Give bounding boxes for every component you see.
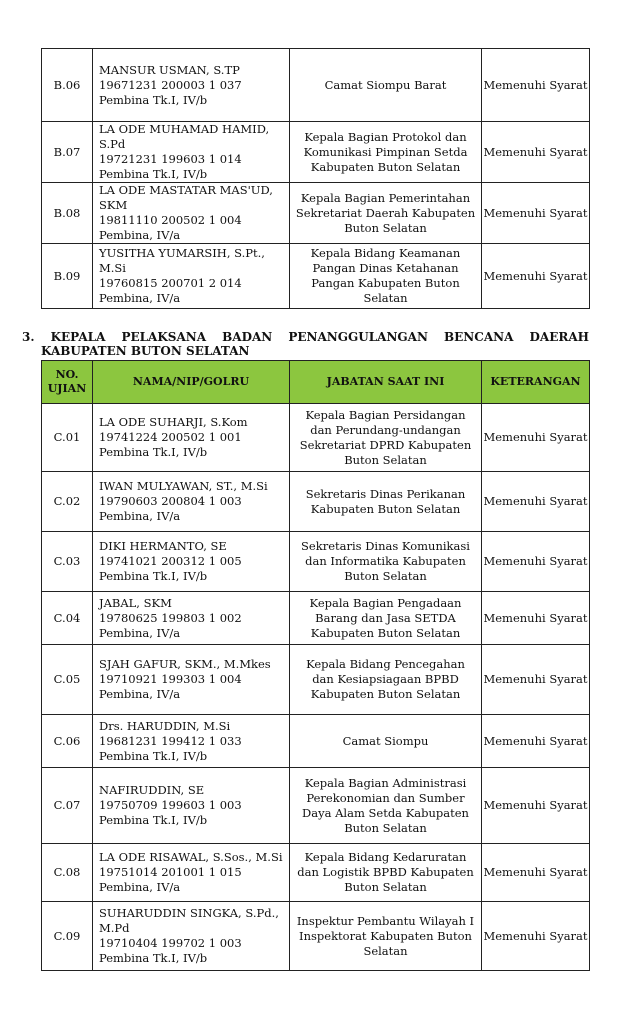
candidate-golru: Pembina Tk.I, IV/b <box>99 951 208 965</box>
table-row <box>42 404 590 472</box>
header-keterangan: KETERANGAN <box>482 361 590 404</box>
heading-word: PELAKSANA <box>121 330 207 344</box>
candidate-name: LA ODE MUHAMAD HAMID, S.Pd <box>99 122 270 151</box>
header-no-ujian: NO. UJIAN <box>42 361 93 404</box>
table-c <box>41 360 590 971</box>
heading-word: PENANGGULANGAN <box>288 330 428 344</box>
current-position: Kepala Bidang Pencegahan dan Kesiapsiagaan BPBD Kabupaten Buton Selatan <box>290 645 482 715</box>
candidate-name: LA ODE RISAWAL, S.Sos., M.Si <box>99 850 283 864</box>
candidate-golru: Pembina Tk.I, IV/b <box>99 167 208 181</box>
nama-nip-golru <box>93 532 290 592</box>
table-row <box>42 49 590 122</box>
nama-nip-golru <box>93 715 290 768</box>
candidate-name: YUSITHA YUMARSIH, S.Pt., M.Si <box>99 246 265 275</box>
candidate-name: MANSUR USMAN, S.TP <box>99 62 240 77</box>
candidate-golru: Pembina Tk.I, IV/b <box>99 569 208 583</box>
table-row <box>42 244 590 309</box>
candidate-name: IWAN MULYAWAN, ST., M.Si <box>99 479 268 493</box>
table-row <box>42 768 590 844</box>
status: Memenuhi Syarat <box>482 472 590 532</box>
candidate-golru: Pembina Tk.I, IV/b <box>99 445 208 459</box>
table-row <box>42 844 590 902</box>
table-c-body <box>42 404 590 971</box>
candidate-name: LA ODE MASTATAR MAS'UD, SKM <box>99 183 273 212</box>
table-row <box>42 645 590 715</box>
candidate-golru: Pembina, IV/a <box>99 509 181 523</box>
candidate-nip: 19681231 199412 1 033 <box>99 733 242 748</box>
candidate-nip: 19751014 201001 1 015 <box>99 865 242 879</box>
section-number: 3. <box>22 330 35 344</box>
candidate-nip: 19721231 199603 1 014 <box>99 152 242 166</box>
status: Memenuhi Syarat <box>482 768 590 844</box>
nama-nip-golru <box>93 183 290 244</box>
exam-number: C.05 <box>42 645 93 715</box>
nama-nip-golru <box>93 844 290 902</box>
candidate-nip: 19750709 199603 1 003 <box>99 798 242 812</box>
current-position: Kepala Bagian Pemerintahan Sekretariat Daerah Kabupaten Buton Selatan <box>290 183 482 244</box>
current-position: Kepala Bidang Kedaruratan dan Logistik BPBD Kabupaten Buton Selatan <box>290 844 482 902</box>
candidate-nip: 19741021 200312 1 005 <box>99 554 242 568</box>
candidate-golru: Pembina Tk.I, IV/b <box>99 92 208 107</box>
header-nama: NAMA/NIP/GOLRU <box>93 361 290 404</box>
status: Memenuhi Syarat <box>482 715 590 768</box>
status: Memenuhi Syarat <box>482 49 590 122</box>
current-position: Kepala Bagian Pengadaan Barang dan Jasa SETDA Kabupaten Buton Selatan <box>290 592 482 645</box>
candidate-name: DIKI HERMANTO, SE <box>99 539 227 553</box>
status: Memenuhi Syarat <box>482 122 590 183</box>
exam-number: B.06 <box>42 49 93 122</box>
table-b-body <box>42 49 590 309</box>
current-position: Sekretaris Dinas Komunikasi dan Informatika Kabupaten Buton Selatan <box>290 532 482 592</box>
candidate-nip: 19780625 199803 1 002 <box>99 610 242 625</box>
nama-nip-golru <box>93 244 290 309</box>
candidate-golru: Pembina, IV/a <box>99 687 181 701</box>
section-heading <box>22 330 589 358</box>
nama-nip-golru <box>93 49 290 122</box>
exam-number: C.02 <box>42 472 93 532</box>
table-c-header-row <box>42 361 590 404</box>
exam-number: B.08 <box>42 183 93 244</box>
table-row <box>42 122 590 183</box>
candidate-nip: 19811110 200502 1 004 <box>99 213 242 227</box>
table-row <box>42 902 590 971</box>
candidate-golru: Pembina, IV/a <box>99 625 181 640</box>
current-position: Camat Siompu Barat <box>290 49 482 122</box>
table-row <box>42 532 590 592</box>
table-b <box>41 48 590 309</box>
table-row <box>42 592 590 645</box>
candidate-nip: 19741224 200502 1 001 <box>99 430 242 444</box>
heading-word: DAERAH <box>529 330 589 344</box>
heading-word: BADAN <box>222 330 273 344</box>
header-jabatan: JABATAN SAAT INI <box>290 361 482 404</box>
current-position: Camat Siompu <box>290 715 482 768</box>
table-row <box>42 183 590 244</box>
candidate-name: NAFIRUDDIN, SE <box>99 783 205 797</box>
table-row <box>42 715 590 768</box>
exam-number: C.08 <box>42 844 93 902</box>
exam-number: C.04 <box>42 592 93 645</box>
section-heading-line-2: KABUPATEN BUTON SELATAN <box>41 344 250 358</box>
exam-number: C.03 <box>42 532 93 592</box>
exam-number: B.09 <box>42 244 93 309</box>
candidate-golru: Pembina Tk.I, IV/b <box>99 748 208 763</box>
candidate-nip: 19790603 200804 1 003 <box>99 494 242 508</box>
candidate-golru: Pembina Tk.I, IV/b <box>99 813 208 827</box>
table-row <box>42 472 590 532</box>
nama-nip-golru <box>93 122 290 183</box>
candidate-nip: 19760815 200701 2 014 <box>99 276 242 290</box>
nama-nip-golru <box>93 472 290 532</box>
nama-nip-golru <box>93 592 290 645</box>
heading-word: KEPALA <box>50 330 106 344</box>
nama-nip-golru <box>93 645 290 715</box>
exam-number: C.09 <box>42 902 93 971</box>
current-position: Kepala Bagian Protokol dan Komunikasi Pimpinan Setda Kabupaten Buton Selatan <box>290 122 482 183</box>
candidate-name: JABAL, SKM <box>99 595 172 610</box>
candidate-name: SJAH GAFUR, SKM., M.Mkes <box>99 657 271 671</box>
candidate-nip: 19671231 200003 1 037 <box>99 77 242 92</box>
candidate-nip: 19710404 199702 1 003 <box>99 936 242 950</box>
current-position: Kepala Bagian Administrasi Perekonomian dan Sumber Daya Alam Setda Kabupaten Buton Selatan <box>290 768 482 844</box>
status: Memenuhi Syarat <box>482 532 590 592</box>
candidate-golru: Pembina, IV/a <box>99 291 181 305</box>
candidate-golru: Pembina, IV/a <box>99 228 181 242</box>
exam-number: B.07 <box>42 122 93 183</box>
status: Memenuhi Syarat <box>482 404 590 472</box>
candidate-nip: 19710921 199303 1 004 <box>99 672 242 686</box>
status: Memenuhi Syarat <box>482 244 590 309</box>
nama-nip-golru <box>93 902 290 971</box>
exam-number: C.06 <box>42 715 93 768</box>
current-position: Kepala Bidang Keamanan Pangan Dinas Ketahanan Pangan Kabupaten Buton Selatan <box>290 244 482 309</box>
status: Memenuhi Syarat <box>482 645 590 715</box>
candidate-name: SUHARUDDIN SINGKA, S.Pd., M.Pd <box>99 906 279 935</box>
current-position: Sekretaris Dinas Perikanan Kabupaten Buton Selatan <box>290 472 482 532</box>
nama-nip-golru <box>93 768 290 844</box>
nama-nip-golru <box>93 404 290 472</box>
status: Memenuhi Syarat <box>482 183 590 244</box>
candidate-name: Drs. HARUDDIN, M.Si <box>99 718 231 733</box>
candidate-golru: Pembina, IV/a <box>99 880 181 894</box>
exam-number: C.01 <box>42 404 93 472</box>
heading-word: BENCANA <box>444 330 514 344</box>
current-position: Inspektur Pembantu Wilayah I Inspektorat Kabupaten Buton Selatan <box>290 902 482 971</box>
candidate-name: LA ODE SUHARJI, S.Kom <box>99 415 248 429</box>
exam-number: C.07 <box>42 768 93 844</box>
status: Memenuhi Syarat <box>482 902 590 971</box>
status: Memenuhi Syarat <box>482 844 590 902</box>
section-heading-line-1 <box>22 330 589 344</box>
current-position: Kepala Bagian Persidangan dan Perundang-undangan Sekretariat DPRD Kabupaten Buton Selatan <box>290 404 482 472</box>
status: Memenuhi Syarat <box>482 592 590 645</box>
